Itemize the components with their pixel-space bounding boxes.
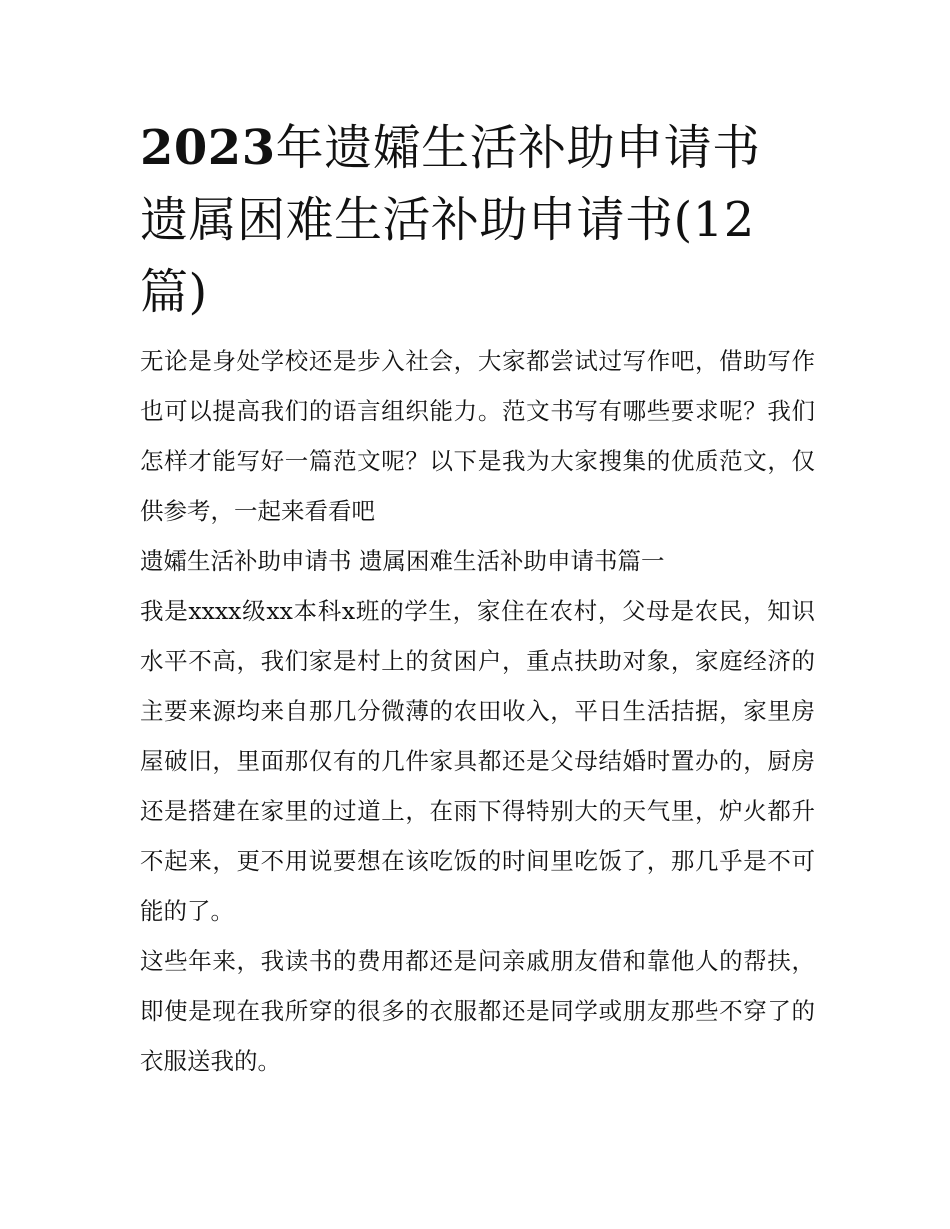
document-content xyxy=(140,112,815,1086)
title-year: 2023 xyxy=(140,120,276,176)
document-title xyxy=(140,112,815,328)
body-paragraph-2: 这些年来，我读书的费用都还是问亲戚朋友借和靠他人的帮扶，即使是现在我所穿的很多的衣服都还是同学或朋友那些不穿了的衣服送我的。 xyxy=(140,947,815,1075)
body-paragraph-1: 我是xxxx级xx本科x班的学生，家住在农村，父母是农民，知识水平不高，我们家是村上的贫困户，重点扶助对象，家庭经济的主要来源均来自那几分微薄的农田收入，平日生活拮据，家里房屋破旧，里面那仅有的几件家具都还是父母结婚时置办的，厨房还是搭建在家里的过道上，在雨下得特别大的天气里，炉火都升不起来，更不用说要想在该吃饭的时间里吃饭了，那几乎是不可能的了。 xyxy=(140,597,815,925)
section-heading: 遗孀生活补助申请书 遗属困难生活补助申请书篇一 xyxy=(140,547,665,575)
title-line-2: 遗属困难生活补助申请书(12 xyxy=(140,192,755,248)
title-line-1-text: 年遗孀生活补助申请书 xyxy=(275,120,761,176)
title-line-1 xyxy=(140,112,815,184)
title-line-3: 篇) xyxy=(140,264,208,320)
title-heading xyxy=(140,112,815,328)
intro-paragraph: 无论是身处学校还是步入社会，大家都尝试过写作吧，借助写作也可以提高我们的语言组织能力。范文书写有哪些要求呢？我们怎样才能写好一篇范文呢？以下是我为大家搜集的优质范文，仅供参考，一起来看看吧 xyxy=(140,347,815,525)
